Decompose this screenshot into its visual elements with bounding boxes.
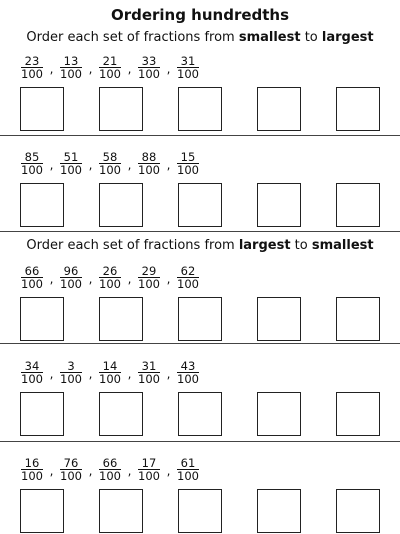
fraction bbox=[137, 265, 161, 290]
comma-separator: , bbox=[127, 464, 132, 478]
fraction-denominator: 100 bbox=[99, 67, 121, 81]
comma-separator: , bbox=[88, 464, 93, 478]
answer-box[interactable] bbox=[336, 297, 380, 341]
comma-separator: , bbox=[127, 272, 132, 286]
fraction bbox=[98, 151, 122, 176]
fraction-numerator: 14 bbox=[99, 360, 121, 373]
fraction-denominator: 100 bbox=[21, 469, 43, 483]
answer-box[interactable] bbox=[20, 297, 64, 341]
instruction-text: to bbox=[290, 238, 312, 253]
answer-box[interactable] bbox=[99, 392, 143, 436]
fraction-numerator: 31 bbox=[138, 360, 160, 373]
fraction-denominator: 100 bbox=[99, 277, 121, 291]
answer-boxes bbox=[20, 489, 380, 533]
fraction-numerator: 43 bbox=[177, 360, 199, 373]
fraction-denominator: 100 bbox=[177, 67, 199, 81]
fraction-numerator: 51 bbox=[60, 151, 82, 164]
fraction-numerator: 61 bbox=[177, 457, 199, 470]
instruction-keyword: smallest bbox=[238, 30, 301, 45]
answer-box[interactable] bbox=[99, 489, 143, 533]
comma-separator: , bbox=[166, 62, 171, 76]
fraction-numerator: 23 bbox=[21, 55, 43, 68]
fraction-denominator: 100 bbox=[21, 163, 43, 177]
answer-boxes bbox=[20, 183, 380, 227]
answer-boxes bbox=[20, 297, 380, 341]
fraction-numerator: 88 bbox=[138, 151, 160, 164]
fraction-list bbox=[20, 457, 200, 483]
comma-separator: , bbox=[127, 62, 132, 76]
fraction-denominator: 100 bbox=[21, 67, 43, 81]
fraction bbox=[137, 55, 161, 80]
fraction-numerator: 21 bbox=[99, 55, 121, 68]
fraction bbox=[98, 457, 122, 482]
fraction bbox=[176, 55, 200, 80]
fraction-denominator: 100 bbox=[138, 163, 160, 177]
instruction-keyword: largest bbox=[321, 30, 374, 45]
comma-separator: , bbox=[88, 62, 93, 76]
fraction-denominator: 100 bbox=[99, 372, 121, 386]
comma-separator: , bbox=[49, 464, 54, 478]
fraction-denominator: 100 bbox=[60, 469, 82, 483]
fraction-list bbox=[20, 151, 200, 177]
comma-separator: , bbox=[166, 158, 171, 172]
fraction bbox=[59, 55, 83, 80]
answer-box[interactable] bbox=[99, 183, 143, 227]
fraction bbox=[176, 151, 200, 176]
instruction-text: Order each set of fractions from bbox=[26, 238, 239, 253]
answer-box[interactable] bbox=[178, 392, 222, 436]
fraction bbox=[20, 151, 44, 176]
comma-separator: , bbox=[88, 158, 93, 172]
fraction-numerator: 33 bbox=[138, 55, 160, 68]
comma-separator: , bbox=[127, 367, 132, 381]
fraction bbox=[176, 360, 200, 385]
fraction-denominator: 100 bbox=[138, 372, 160, 386]
fraction bbox=[59, 265, 83, 290]
fraction-denominator: 100 bbox=[138, 67, 160, 81]
section-divider bbox=[0, 441, 400, 442]
instruction-largest-to-smallest bbox=[0, 238, 400, 253]
fraction-numerator: 26 bbox=[99, 265, 121, 278]
fraction-numerator: 96 bbox=[60, 265, 82, 278]
fraction-numerator: 29 bbox=[138, 265, 160, 278]
answer-box[interactable] bbox=[178, 87, 222, 131]
fraction-denominator: 100 bbox=[177, 163, 199, 177]
comma-separator: , bbox=[88, 367, 93, 381]
fraction-numerator: 13 bbox=[60, 55, 82, 68]
fraction bbox=[59, 360, 83, 385]
answer-box[interactable] bbox=[20, 392, 64, 436]
page-title: Ordering hundredths bbox=[110, 6, 290, 24]
fraction-list bbox=[20, 265, 200, 291]
fraction bbox=[98, 360, 122, 385]
comma-separator: , bbox=[49, 158, 54, 172]
comma-separator: , bbox=[88, 272, 93, 286]
fraction-list bbox=[20, 55, 200, 81]
answer-box[interactable] bbox=[257, 87, 301, 131]
fraction-numerator: 58 bbox=[99, 151, 121, 164]
instruction-keyword: largest bbox=[238, 238, 291, 253]
comma-separator: , bbox=[49, 62, 54, 76]
fraction-list bbox=[20, 360, 200, 386]
answer-box[interactable] bbox=[257, 183, 301, 227]
answer-box[interactable] bbox=[178, 183, 222, 227]
fraction-denominator: 100 bbox=[60, 67, 82, 81]
answer-box[interactable] bbox=[20, 489, 64, 533]
fraction-numerator: 31 bbox=[177, 55, 199, 68]
fraction-numerator: 66 bbox=[99, 457, 121, 470]
fraction-numerator: 76 bbox=[60, 457, 82, 470]
fraction-denominator: 100 bbox=[138, 469, 160, 483]
comma-separator: , bbox=[166, 367, 171, 381]
section-divider bbox=[0, 135, 400, 136]
fraction bbox=[20, 360, 44, 385]
fraction-denominator: 100 bbox=[60, 277, 82, 291]
comma-separator: , bbox=[166, 464, 171, 478]
fraction-numerator: 15 bbox=[177, 151, 199, 164]
answer-boxes bbox=[20, 392, 380, 436]
fraction-denominator: 100 bbox=[60, 163, 82, 177]
fraction-denominator: 100 bbox=[99, 469, 121, 483]
answer-box[interactable] bbox=[257, 489, 301, 533]
answer-box[interactable] bbox=[336, 87, 380, 131]
answer-box[interactable] bbox=[257, 392, 301, 436]
section-divider bbox=[0, 231, 400, 232]
fraction bbox=[176, 457, 200, 482]
answer-boxes bbox=[20, 87, 380, 131]
comma-separator: , bbox=[49, 367, 54, 381]
fraction bbox=[137, 151, 161, 176]
fraction bbox=[20, 55, 44, 80]
fraction bbox=[20, 265, 44, 290]
answer-box[interactable] bbox=[336, 183, 380, 227]
fraction-denominator: 100 bbox=[177, 372, 199, 386]
answer-box[interactable] bbox=[178, 489, 222, 533]
fraction-numerator: 66 bbox=[21, 265, 43, 278]
answer-box[interactable] bbox=[336, 392, 380, 436]
fraction bbox=[59, 457, 83, 482]
instruction-text: Order each set of fractions from bbox=[26, 30, 239, 45]
fraction-numerator: 85 bbox=[21, 151, 43, 164]
fraction-numerator: 34 bbox=[21, 360, 43, 373]
fraction-numerator: 62 bbox=[177, 265, 199, 278]
section-divider bbox=[0, 343, 400, 344]
instruction-keyword: smallest bbox=[311, 238, 374, 253]
answer-box[interactable] bbox=[178, 297, 222, 341]
fraction-denominator: 100 bbox=[177, 277, 199, 291]
fraction bbox=[137, 457, 161, 482]
fraction bbox=[98, 265, 122, 290]
fraction bbox=[20, 457, 44, 482]
answer-box[interactable] bbox=[99, 297, 143, 341]
comma-separator: , bbox=[49, 272, 54, 286]
fraction-denominator: 100 bbox=[21, 372, 43, 386]
fraction-denominator: 100 bbox=[177, 469, 199, 483]
fraction-denominator: 100 bbox=[60, 372, 82, 386]
comma-separator: , bbox=[166, 272, 171, 286]
fraction-denominator: 100 bbox=[21, 277, 43, 291]
instruction-smallest-to-largest bbox=[0, 30, 400, 45]
fraction bbox=[98, 55, 122, 80]
answer-box[interactable] bbox=[257, 297, 301, 341]
fraction-numerator: 16 bbox=[21, 457, 43, 470]
comma-separator: , bbox=[127, 158, 132, 172]
fraction-numerator: 3 bbox=[60, 360, 82, 373]
fraction bbox=[59, 151, 83, 176]
answer-box[interactable] bbox=[20, 183, 64, 227]
fraction-denominator: 100 bbox=[138, 277, 160, 291]
fraction-denominator: 100 bbox=[99, 163, 121, 177]
fraction bbox=[176, 265, 200, 290]
instruction-text: to bbox=[300, 30, 322, 45]
answer-box[interactable] bbox=[20, 87, 64, 131]
answer-box[interactable] bbox=[336, 489, 380, 533]
fraction-numerator: 17 bbox=[138, 457, 160, 470]
answer-box[interactable] bbox=[99, 87, 143, 131]
fraction bbox=[137, 360, 161, 385]
